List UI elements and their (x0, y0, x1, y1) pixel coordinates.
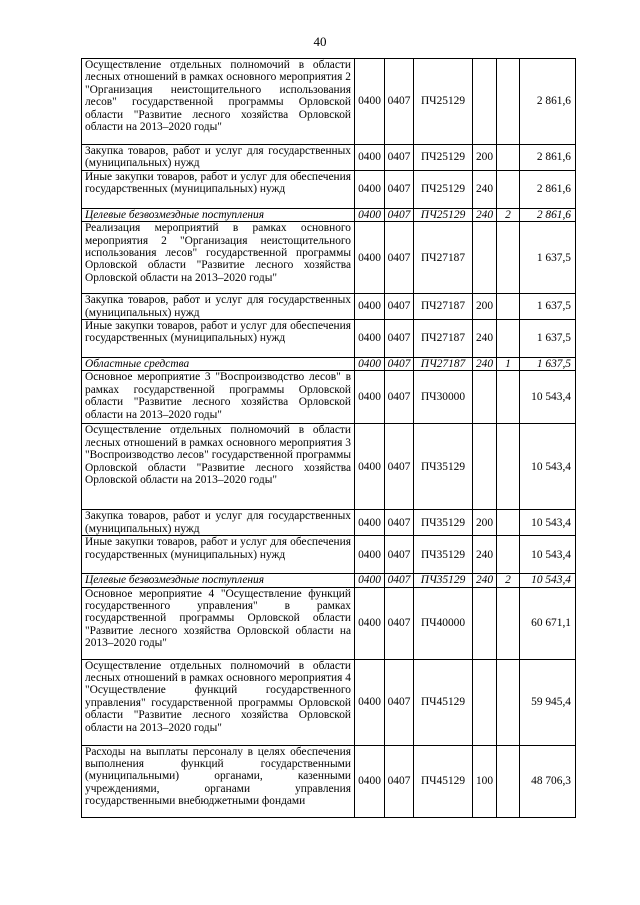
row-subsection: 0407 (385, 587, 414, 659)
row-expense-type: 200 (473, 145, 497, 171)
row-name: Целевые безвозмездные поступления (82, 574, 355, 587)
row-section: 0400 (355, 745, 385, 817)
row-target-article: ПЧ40000 (414, 587, 473, 659)
table-row (82, 294, 576, 320)
table-row (82, 745, 576, 817)
row-funding-source (497, 536, 520, 574)
table-row (82, 222, 576, 294)
row-section: 0400 (355, 170, 385, 208)
row-name: Иные закупки товаров, работ и услуг для обеспечения государственных (муниципальных) нужд (82, 536, 355, 574)
row-section: 0400 (355, 320, 385, 358)
row-target-article: ПЧ25129 (414, 208, 473, 221)
row-name: Основное мероприятие 3 "Воспроизводство лесов" в рамках государственной программы Орловской области "Развитие лесного хозяйства Орловской области на 2013–2020 годы" (82, 371, 355, 424)
row-subsection: 0407 (385, 320, 414, 358)
row-amount: 1 637,5 (520, 320, 576, 358)
row-expense-type (473, 371, 497, 424)
row-funding-source: 2 (497, 574, 520, 587)
row-funding-source (497, 320, 520, 358)
row-funding-source: 2 (497, 208, 520, 221)
row-subsection: 0407 (385, 294, 414, 320)
row-expense-type (473, 59, 497, 145)
table-row (82, 170, 576, 208)
row-expense-type: 240 (473, 208, 497, 221)
budget-table-body (82, 59, 576, 818)
row-section: 0400 (355, 208, 385, 221)
row-name: Закупка товаров, работ и услуг для государственных (муниципальных) нужд (82, 294, 355, 320)
table-row (82, 659, 576, 745)
row-section: 0400 (355, 59, 385, 145)
row-name: Расходы на выплаты персоналу в целях обеспечения выполнения функций государственными (муниципальными) органами, казенными учреждениями, органами управления государственными внебюджетными фондами (82, 745, 355, 817)
table-row (82, 145, 576, 171)
row-name: Областные средства (82, 358, 355, 371)
row-target-article: ПЧ27187 (414, 320, 473, 358)
row-amount: 60 671,1 (520, 587, 576, 659)
row-expense-type: 240 (473, 170, 497, 208)
row-amount: 1 637,5 (520, 358, 576, 371)
row-amount: 2 861,6 (520, 208, 576, 221)
table-row (82, 59, 576, 145)
row-expense-type: 100 (473, 745, 497, 817)
table-row (82, 424, 576, 510)
row-expense-type: 200 (473, 294, 497, 320)
row-funding-source (497, 745, 520, 817)
row-name: Иные закупки товаров, работ и услуг для обеспечения государственных (муниципальных) нужд (82, 170, 355, 208)
row-subsection: 0407 (385, 170, 414, 208)
row-expense-type: 240 (473, 536, 497, 574)
row-name: Иные закупки товаров, работ и услуг для обеспечения государственных (муниципальных) нужд (82, 320, 355, 358)
row-name: Основное мероприятие 4 "Осуществление функций государственного управления" в рамках государственной программы Орловской области "Развитие лесного хозяйства Орловской области на 2013–2020 годы" (82, 587, 355, 659)
row-target-article: ПЧ25129 (414, 170, 473, 208)
row-funding-source (497, 424, 520, 510)
row-amount: 2 861,6 (520, 59, 576, 145)
row-amount: 10 543,4 (520, 536, 576, 574)
row-amount: 10 543,4 (520, 574, 576, 587)
table-row (82, 587, 576, 659)
row-subsection: 0407 (385, 59, 414, 145)
row-section: 0400 (355, 145, 385, 171)
row-amount: 2 861,6 (520, 170, 576, 208)
row-section: 0400 (355, 424, 385, 510)
table-row (82, 320, 576, 358)
row-target-article: ПЧ35129 (414, 424, 473, 510)
row-funding-source (497, 510, 520, 536)
row-amount: 1 637,5 (520, 222, 576, 294)
row-subsection: 0407 (385, 145, 414, 171)
row-amount: 1 637,5 (520, 294, 576, 320)
row-target-article: ПЧ27187 (414, 294, 473, 320)
row-target-article: ПЧ25129 (414, 59, 473, 145)
table-row (82, 358, 576, 371)
row-name: Целевые безвозмездные поступления (82, 208, 355, 221)
page-number: 40 (313, 34, 327, 49)
row-name: Закупка товаров, работ и услуг для государственных (муниципальных) нужд (82, 145, 355, 171)
row-subsection: 0407 (385, 659, 414, 745)
row-subsection: 0407 (385, 424, 414, 510)
row-subsection: 0407 (385, 745, 414, 817)
row-amount: 10 543,4 (520, 371, 576, 424)
row-subsection: 0407 (385, 536, 414, 574)
row-expense-type: 200 (473, 510, 497, 536)
row-expense-type: 240 (473, 320, 497, 358)
table-row (82, 510, 576, 536)
row-subsection: 0407 (385, 510, 414, 536)
table-row (82, 371, 576, 424)
row-target-article: ПЧ27187 (414, 222, 473, 294)
table-row (82, 536, 576, 574)
row-expense-type (473, 659, 497, 745)
row-funding-source (497, 222, 520, 294)
row-target-article: ПЧ35129 (414, 536, 473, 574)
row-section: 0400 (355, 294, 385, 320)
row-amount: 59 945,4 (520, 659, 576, 745)
row-funding-source: 1 (497, 358, 520, 371)
row-target-article: ПЧ45129 (414, 745, 473, 817)
row-section: 0400 (355, 587, 385, 659)
row-expense-type (473, 424, 497, 510)
row-target-article: ПЧ35129 (414, 574, 473, 587)
row-amount: 2 861,6 (520, 145, 576, 171)
row-target-article: ПЧ25129 (414, 145, 473, 171)
row-expense-type (473, 222, 497, 294)
row-funding-source (497, 659, 520, 745)
row-expense-type: 240 (473, 574, 497, 587)
row-subsection: 0407 (385, 358, 414, 371)
row-funding-source (497, 294, 520, 320)
row-funding-source (497, 587, 520, 659)
row-subsection: 0407 (385, 371, 414, 424)
row-target-article: ПЧ30000 (414, 371, 473, 424)
row-expense-type (473, 587, 497, 659)
row-subsection: 0407 (385, 222, 414, 294)
row-target-article: ПЧ45129 (414, 659, 473, 745)
row-name: Закупка товаров, работ и услуг для государственных (муниципальных) нужд (82, 510, 355, 536)
row-name: Осуществление отдельных полномочий в области лесных отношений в рамках основного мероприятия 4 "Осуществление функций государственного управления" государственной программы Орловской области "Развитие лесного хозяйства Орловской области на 2013–2020 годы" (82, 659, 355, 745)
row-amount: 10 543,4 (520, 424, 576, 510)
row-section: 0400 (355, 358, 385, 371)
row-target-article: ПЧ35129 (414, 510, 473, 536)
row-section: 0400 (355, 536, 385, 574)
row-name: Реализация мероприятий в рамках основного мероприятия 2 "Организация неистощительного использования лесов" государственной программы Орловской области "Развитие лесного хозяйства Орловской области на 2013–2020 годы" (82, 222, 355, 294)
row-target-article: ПЧ27187 (414, 358, 473, 371)
budget-table (81, 58, 576, 818)
table-row (82, 574, 576, 587)
row-funding-source (497, 145, 520, 171)
row-funding-source (497, 170, 520, 208)
row-funding-source (497, 59, 520, 145)
row-expense-type: 240 (473, 358, 497, 371)
row-amount: 10 543,4 (520, 510, 576, 536)
row-section: 0400 (355, 659, 385, 745)
row-amount: 48 706,3 (520, 745, 576, 817)
row-subsection: 0407 (385, 208, 414, 221)
row-name: Осуществление отдельных полномочий в области лесных отношений в рамках основного мероприятия 3 "Воспроизводство лесов" государственной программы Орловской области "Развитие лесного хозяйства Орловской области на 2013–2020 годы" (82, 424, 355, 510)
row-section: 0400 (355, 574, 385, 587)
table-row (82, 208, 576, 221)
row-subsection: 0407 (385, 574, 414, 587)
row-section: 0400 (355, 222, 385, 294)
row-funding-source (497, 371, 520, 424)
row-section: 0400 (355, 510, 385, 536)
row-name: Осуществление отдельных полномочий в области лесных отношений в рамках основного мероприятия 2 "Организация неистощительного использования лесов" государственной программы Орловской области "Развитие лесного хозяйства Орловской области на 2013–2020 годы" (82, 59, 355, 145)
row-section: 0400 (355, 371, 385, 424)
